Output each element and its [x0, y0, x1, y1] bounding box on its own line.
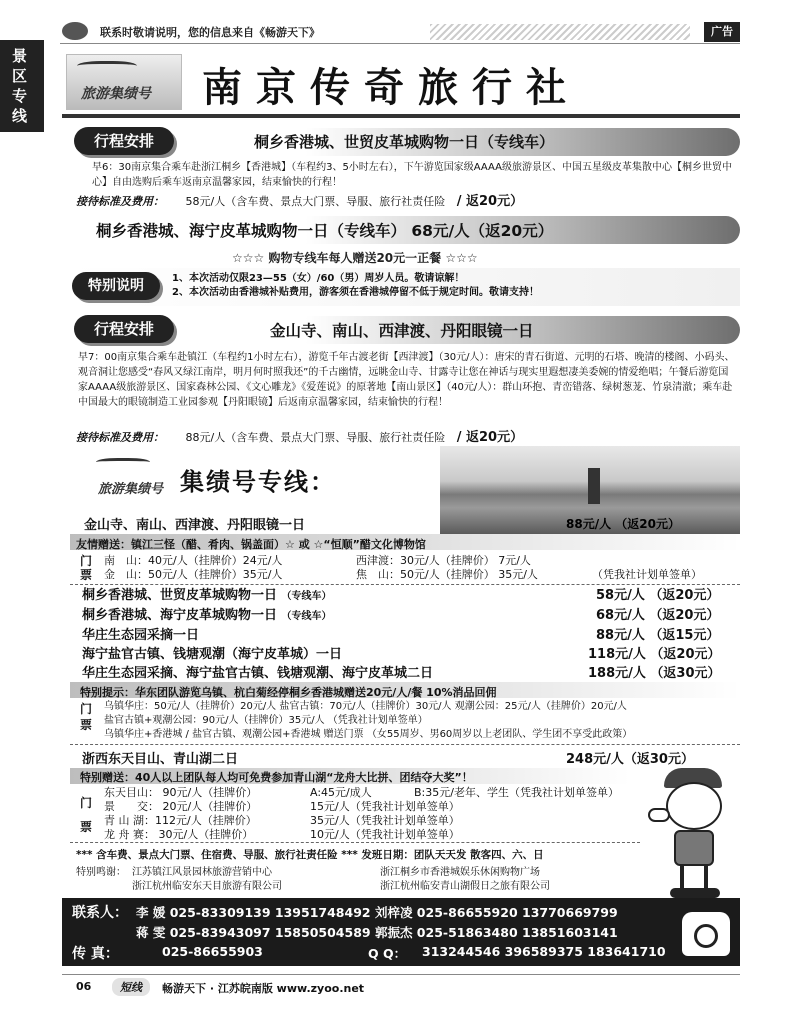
- ticket-label-2b: 票: [80, 718, 93, 732]
- special-line-2: 2、本次活动由香港城补贴费用，游客须在香港城停留不低于规定时间。敬请支持！: [172, 287, 539, 298]
- tickets3: [104, 786, 644, 842]
- tickets3-row: [104, 828, 644, 842]
- product-price: 58元/人 （返20元）: [596, 588, 720, 603]
- ticket-label-3: [80, 796, 92, 834]
- footer: [62, 974, 740, 996]
- thanks-item: 浙江桐乡市香港城娱乐休闲购物广场: [380, 867, 540, 878]
- product-price: 68元/人 （返20元）: [596, 608, 720, 623]
- tickets3-row: [104, 814, 644, 828]
- qq-label: Q Q：: [368, 946, 407, 961]
- lines-tip: 特别提示：华东团队游览乌镇、杭白菊经停桐乡香港城赠送20元/人/餐 10%消品回佣: [80, 686, 497, 699]
- products-list: [82, 586, 734, 683]
- legs-icon: [680, 866, 708, 888]
- lines-logo-text: 旅游集绩号: [98, 482, 164, 497]
- thanks-item: 江苏镇江风景园林旅游营销中心: [132, 867, 272, 878]
- ticket-cell: 景 交： 20元/人（挂牌价）: [104, 800, 258, 813]
- special-tag: 特别说明: [72, 272, 160, 300]
- side-tab-label: 景区专线: [12, 47, 28, 125]
- product-name: 桐乡香港城、世贸皮革城购物一日: [82, 588, 278, 603]
- side-tab: [0, 40, 44, 132]
- ticket-row-1: [104, 554, 734, 568]
- trip1-fee-row: [76, 190, 736, 208]
- tickets2-row: 盐官古镇+观潮公园：90元/人（挂牌价）35元/人 （凭我社计划单签单）: [104, 715, 428, 726]
- ticket-cell: （凭我社计划单签单）: [592, 568, 702, 581]
- brand-logo: [66, 54, 182, 110]
- ticket-cell: 南 山：40元/人（挂牌价）24元/人: [104, 554, 283, 567]
- brand-title: 南京传奇旅行社: [202, 65, 580, 111]
- ticket-label-2a: 门: [80, 702, 93, 716]
- lines-includes: *** 含车费、景点大门票、住宿费、导服、旅行社责任险 *** 发班日期：团队天天发 散客四、六、日: [76, 849, 544, 861]
- product-row: [82, 645, 734, 664]
- trip3-heading: 金山寺、南山、西津渡、丹阳眼镜一日: [270, 322, 534, 340]
- contact-row-2: 蒋 雯 025-83943097 15850504589 郭振杰 025-51863480 13851603141: [136, 925, 618, 940]
- trip1-rebate: / 返20元）: [456, 194, 524, 209]
- shoes-icon: [670, 888, 720, 898]
- divider: [70, 584, 740, 585]
- thumb-icon: [648, 808, 670, 822]
- ticket-label-1: [80, 554, 92, 582]
- product-name: 华庄生态园采摘、海宁盐官古镇、钱塘观潮、海宁皮革城二日: [82, 666, 434, 681]
- lines-logo: [92, 454, 178, 504]
- ticket-cell: 焦 山：50元/人（挂牌价） 35元/人: [356, 568, 538, 581]
- ticket-cell: 10元/人（凭我社计划单签单）: [310, 828, 460, 841]
- product-name: 海宁盐官古镇、钱塘观潮（海宁皮革城）一日: [82, 647, 343, 662]
- divider: [70, 744, 740, 745]
- trip1-fee-label: 接待标准及费用：: [76, 195, 164, 208]
- contact-label: 联系人：: [72, 905, 128, 921]
- face-icon: [666, 782, 722, 830]
- product-price: 88元/人 （返15元）: [596, 628, 720, 643]
- trip3-tag: 行程安排: [74, 315, 174, 343]
- product-price: 188元/人 （返30元）: [588, 666, 721, 681]
- trip2-heading: 桐乡香港城、海宁皮革城购物一日（专线车） 68元/人（返20元）: [96, 222, 554, 240]
- trip1-desc: 早6：30南京集合乘车赴浙江桐乡【香港城】（车程约3、5小时左右），下午游览国家级AAAA级旅游景区、中国五星级皮革集散中心【桐乡世贸中心】自由选购后乘车返南京温馨家园，结束愉快的行程！: [92, 162, 733, 188]
- tickets2: [104, 700, 740, 742]
- section-badge: 短线: [112, 978, 150, 996]
- telephone-icon: [682, 912, 730, 956]
- contact-row-1: 李 媛 025-83309139 13951748492 刘梓凌 025-86655920 13770669799: [136, 905, 618, 920]
- trip3-fee: 88元/人（含车费、景点大门票、导服、旅行社责任险: [185, 431, 446, 444]
- ticket-cell: B:35元/老年、学生（凭我社计划单签单）: [414, 786, 619, 799]
- lines-gift: 友情赠送：镇江三怪（醋、肴肉、锅盖面）☆ 或 ☆“恒顺”醋文化博物馆: [76, 538, 426, 551]
- trip1-tag: 行程安排: [74, 127, 174, 155]
- trip2-gift: ☆☆☆ 购物专线车每人赠送20元一正餐 ☆☆☆: [232, 251, 478, 265]
- ticket-cell: 15元/人（凭我社计划单签单）: [310, 800, 460, 813]
- ticket-cell: 东天目山： 90元/人（挂牌价）: [104, 786, 258, 799]
- ticket-cell: 35元/人（凭我社计划单签单）: [310, 814, 460, 827]
- ticket-cell: 金 山：50元/人（挂牌价）35元/人: [104, 568, 283, 581]
- header-notice: 联系时敬请说明，您的信息来自《畅游天下》: [100, 26, 320, 39]
- page-number: 06: [76, 980, 92, 993]
- product-note: （专线车）: [281, 591, 332, 602]
- thanks-item: 浙江杭州临安青山湖假日之旅有限公司: [380, 881, 550, 892]
- ticket-cell: 青 山 湖：112元/人（挂牌价）: [104, 814, 257, 827]
- thanks-label: 特别鸣谢：: [76, 867, 126, 878]
- ad-label: 广告: [704, 22, 740, 42]
- tickets2-row: 乌镇华庄：50元/人（挂牌价）20元/人 盐官古镇：70元/人（挂牌价）30元/人 观潮公园：25元/人（挂牌价）20元/人: [104, 701, 627, 712]
- ticket-label-1b: 票: [80, 568, 93, 582]
- pavilion-icon: [588, 468, 600, 504]
- trumpet-icon: [77, 61, 137, 73]
- trip3-rebate: / 返20元）: [456, 430, 524, 445]
- product-price: 118元/人 （返20元）: [588, 647, 721, 662]
- product-row: [82, 586, 734, 606]
- ticket-label-1a: 门: [80, 554, 93, 568]
- product-name: 桐乡香港城、海宁皮革城购物一日: [82, 608, 278, 623]
- trip1-fee: 58元/人（含车费、景点大门票、导服、旅行社责任险: [185, 195, 446, 208]
- lines-route: 金山寺、南山、西津渡、丹阳眼镜一日: [84, 518, 306, 533]
- header-fade: [430, 24, 690, 40]
- trip3-fee-row: [76, 426, 736, 444]
- ticket-cell: 西津渡：30元/人（挂牌价） 7元/人: [356, 554, 531, 567]
- trip1-heading: 桐乡香港城、世贸皮革城购物一日（专线车）: [254, 133, 555, 151]
- product-row: [82, 626, 734, 645]
- header-bar: [60, 20, 740, 44]
- trip3-desc: 早7：00南京集合乘车赴镇江（车程约1小时左右），游览千年古渡老街【西津渡】（30元/人）：唐宋的青石街道、元明的石塔、晚清的楼阁、小码头、观音洞让您感受“春风又绿江南岸，明月何时照我还”的千古幽情，远眺金山寺、甘露寺让您在神话与现实里遐想凄美委婉的情爱绝唱；午餐后游览国家AAAA级旅游景区、国家森林公园、《文心雕龙》《爱莲说》的原著地【南山景区】（40元/人）：群山环抱、青峦错落、绿树葱茏、竹泉清澈；乘车赴中国最大的眼镜制造工业园参观【丹阳眼镜】后返南京温馨家园，结束愉快的行程！: [78, 352, 735, 408]
- qq-numbers: 313244546 396589375 183641710: [422, 944, 666, 959]
- product-note: （专线车）: [281, 611, 332, 622]
- ticket-label-3a: 门: [80, 796, 93, 810]
- ticket-cell: 龙 舟 赛： 30元/人（挂牌价）: [104, 828, 254, 841]
- ticket-label-2: [80, 702, 92, 732]
- special-lines: [172, 272, 732, 300]
- brand-banner: [62, 48, 740, 118]
- fax-label: 传 真：: [72, 946, 119, 962]
- brand-logo-text: 旅游集绩号: [81, 86, 151, 102]
- tickets3-row: [104, 800, 644, 814]
- product-row: [82, 664, 734, 683]
- ticket-label-3b: 票: [80, 820, 93, 834]
- divider: [70, 842, 640, 843]
- footer-brand: 畅游天下 · 江苏皖南版 www.zyoo.net: [162, 982, 365, 995]
- trumpet-icon-2: [96, 458, 150, 468]
- lines-route2: 浙西东天目山、青山湖二日: [82, 752, 239, 767]
- dial-icon: [694, 924, 718, 948]
- product-name: 华庄生态园采摘一日: [82, 628, 200, 643]
- fax-number: 025-86655903: [162, 944, 263, 959]
- product-row: [82, 606, 734, 626]
- tickets2-row: 乌镇华庄+香港城 / 盐官古镇、观潮公园+香港城 赠送门票 （女55周岁、男60周岁以上老团队、学生团不享受此政策）: [104, 729, 633, 740]
- mascot-icon: [62, 22, 88, 40]
- lines-title: 集绩号专线：: [180, 468, 336, 496]
- ticket-row-2: [104, 568, 734, 582]
- thanks-item: 浙江杭州临安东天目旅游有限公司: [132, 881, 282, 892]
- shirt-icon: [674, 830, 714, 866]
- special-line-1: 1、本次活动仅限23—55（女）/60（男）周岁人员。敬请谅解！: [172, 273, 465, 284]
- lines-route-price: 88元/人 （返20元）: [566, 517, 680, 531]
- contact-box: [62, 898, 740, 966]
- ticket-cell: A:45元/成人: [310, 786, 372, 799]
- cartoon-boy-illustration: [648, 768, 736, 902]
- tickets3-row: [104, 786, 644, 800]
- lines-route2-price: 248元/人（返30元）: [566, 752, 694, 767]
- lines-gift2: 特别赠送：40人以上团队每人均可免费参加青山湖“龙舟大比拼、团结夺大奖”！: [80, 771, 473, 784]
- trip3-fee-label: 接待标准及费用：: [76, 431, 164, 444]
